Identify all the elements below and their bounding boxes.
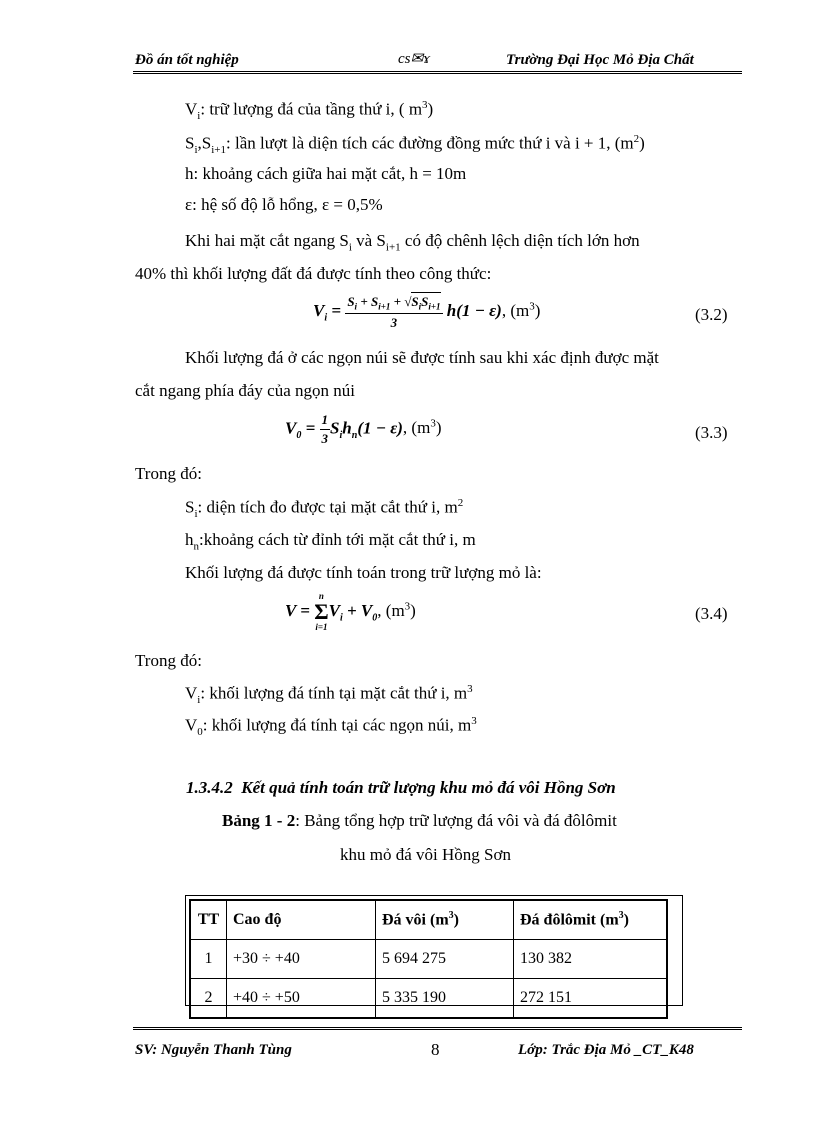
- para3: Khối lượng đá được tính toán trong trữ lượng mỏ là:: [185, 563, 542, 582]
- table-header-row: [190, 900, 667, 940]
- equation-3-2: $V_i$ = $\frac{S_i + S_{i+1} + √S_iS_{i+1}}{3}$ h(1 − ε), $(m^3)$: [313, 294, 541, 330]
- def-vi: $V_i$: trữ lượng đá của tầng thứ i, ( $m^3$): [185, 99, 434, 123]
- header-right: Trường Đại Học Mỏ Địa Chất: [506, 52, 694, 68]
- table-row: [190, 979, 667, 1019]
- table-caption-line2: khu mỏ đá vôi Hồng Sơn: [340, 845, 511, 864]
- header-limestone: Đá vôi $(m^3)$: [376, 900, 514, 940]
- page-number: 8: [431, 1040, 440, 1059]
- table-caption: Bảng 1 - 2: Bảng tổng hợp trữ lượng đá vôi và đá đôlômit: [222, 811, 617, 830]
- cell-tt: 1: [190, 940, 227, 979]
- footer-right: Lớp: Trắc Địa Mỏ _CT_K48: [518, 1042, 694, 1058]
- para2-line1: Khối lượng đá ở các ngọn núi sẽ được tính sau khi xác định được mặt: [185, 348, 659, 367]
- def-vi-2: $V_i$: khối lượng đá tính tại mặt cắt thứ i, $m^3$: [185, 683, 473, 707]
- def-si-area: $S_i$: diện tích đo được tại mặt cắt thứ i, $m^2$: [185, 497, 464, 521]
- table-row: [190, 940, 667, 979]
- def-epsilon: ε: hệ số độ lỗ hổng, ε = 0,5%: [185, 195, 383, 214]
- cell-limestone: 5 335 190: [376, 979, 514, 1019]
- header-dolomite: Đá đôlômit $(m^3)$: [514, 900, 668, 940]
- para1-line2: 40% thì khối lượng đất đá được tính theo công thức:: [135, 264, 492, 283]
- def-v0: $V_0$: khối lượng đá tính tại các ngọn núi, $m^3$: [185, 715, 477, 739]
- cell-tt: 2: [190, 979, 227, 1019]
- def-hn: $h_n:khoảng$ cách từ đỉnh tới mặt cắt thứ i, m: [185, 530, 476, 553]
- header-elevation: Cao độ: [227, 900, 376, 940]
- cell-elevation: +40 ÷ +50: [227, 979, 376, 1019]
- footer-left: SV: Nguyễn Thanh Tùng: [135, 1042, 292, 1058]
- header-rule: [133, 71, 742, 74]
- header-left: Đồ án tốt nghiệp: [135, 52, 239, 68]
- where-label-1: Trong đó:: [135, 464, 202, 483]
- cell-dolomite: 130 382: [514, 940, 668, 979]
- header-ornament: cs✉ɤ: [398, 51, 430, 67]
- def-si: $S_i,S_{i+1}$: lần lượt là diện tích các đường đồng mức thứ i và i + 1, $(m^2)$: [185, 133, 645, 157]
- para1-line1: Khi hai mặt cắt ngang $S_i$ và $S_{i+1}$ có độ chênh lệch diện tích lớn hơn: [185, 231, 640, 254]
- equation-3-3-number: (3.3): [695, 423, 728, 442]
- def-h: h: khoảng cách giữa hai mặt cắt, h = 10m: [185, 164, 467, 183]
- header-tt: TT: [190, 900, 227, 940]
- equation-3-4-number: (3.4): [695, 604, 728, 623]
- cell-limestone: 5 694 275: [376, 940, 514, 979]
- cell-dolomite: 272 151: [514, 979, 668, 1019]
- cell-elevation: +30 ÷ +40: [227, 940, 376, 979]
- equation-3-3: $V_0$ = $\frac{1}{3}$ $S_ih_n(1 - \varepsilon)$, $(m^3)$: [285, 412, 442, 446]
- where-label-2: Trong đó:: [135, 651, 202, 670]
- section-heading: 1.3.4.2 Kết quả tính toán trữ lượng khu mỏ đá vôi Hồng Sơn: [186, 778, 616, 797]
- footer-rule: [133, 1027, 742, 1030]
- equation-3-2-number: (3.2): [695, 305, 728, 324]
- equation-3-4: V = n Σ i=1 $V_i + V_0$, $(m^3)$: [285, 591, 416, 632]
- para2-line2: cắt ngang phía đáy của ngọn núi: [135, 381, 355, 400]
- reserves-table: [189, 899, 668, 1019]
